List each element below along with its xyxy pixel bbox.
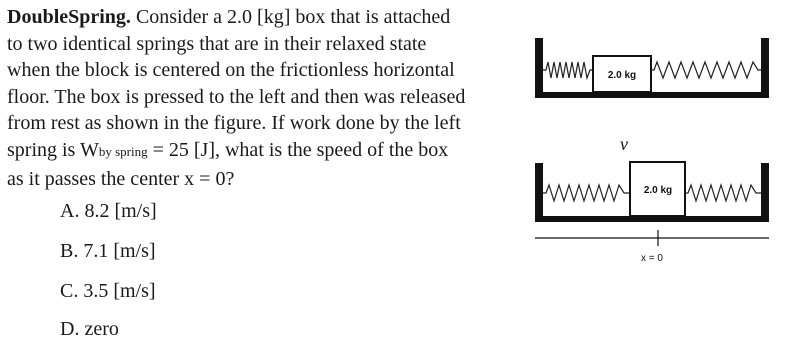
bottom-box-label: 2.0 kg xyxy=(643,185,673,196)
top-left-spring xyxy=(543,62,593,78)
question-title: DoubleSpring. xyxy=(7,6,131,28)
bottom-right-spring xyxy=(685,185,761,201)
spring-diagram xyxy=(520,0,800,340)
answer-option-d[interactable]: D. zero xyxy=(60,318,119,340)
bottom-right-wall xyxy=(761,163,769,222)
top-left-wall xyxy=(535,38,543,98)
question-text xyxy=(7,4,497,192)
question-line-6-b: = 25 [J], what is the speed of the box xyxy=(147,138,449,161)
answer-option-a[interactable]: A. 8.2 [m/s] xyxy=(60,200,157,222)
bottom-left-spring xyxy=(543,185,630,201)
question-line-5: from rest as shown in the figure. If work done by the left xyxy=(7,112,461,135)
top-setup xyxy=(535,38,769,98)
top-right-wall xyxy=(761,38,769,98)
origin-label: x = 0 xyxy=(641,253,663,264)
question-line-3: when the block is centered on the frictionless horizontal xyxy=(7,59,455,82)
question-line-6 xyxy=(7,137,497,166)
question-line-2: to two identical springs that are in their relaxed state xyxy=(7,32,427,55)
top-box-label: 2.0 kg xyxy=(607,70,637,81)
question-line-4: floor. The box is pressed to the left and then was released xyxy=(7,85,466,108)
question-line-1-text: Consider a 2.0 [kg] box that is attached xyxy=(135,6,451,28)
question-line-6-subscript: by spring xyxy=(98,143,148,159)
bottom-setup xyxy=(535,162,769,222)
top-right-spring xyxy=(651,62,761,78)
question-line-1 xyxy=(7,4,497,31)
bottom-left-wall xyxy=(535,163,543,222)
question-line-6-a: spring is W xyxy=(7,138,99,161)
answer-option-c[interactable]: C. 3.5 [m/s] xyxy=(60,280,156,302)
answer-option-b[interactable]: B. 7.1 [m/s] xyxy=(60,240,156,262)
question-line-7: as it passes the center x = 0? xyxy=(7,167,235,190)
velocity-label: v xyxy=(620,134,628,154)
